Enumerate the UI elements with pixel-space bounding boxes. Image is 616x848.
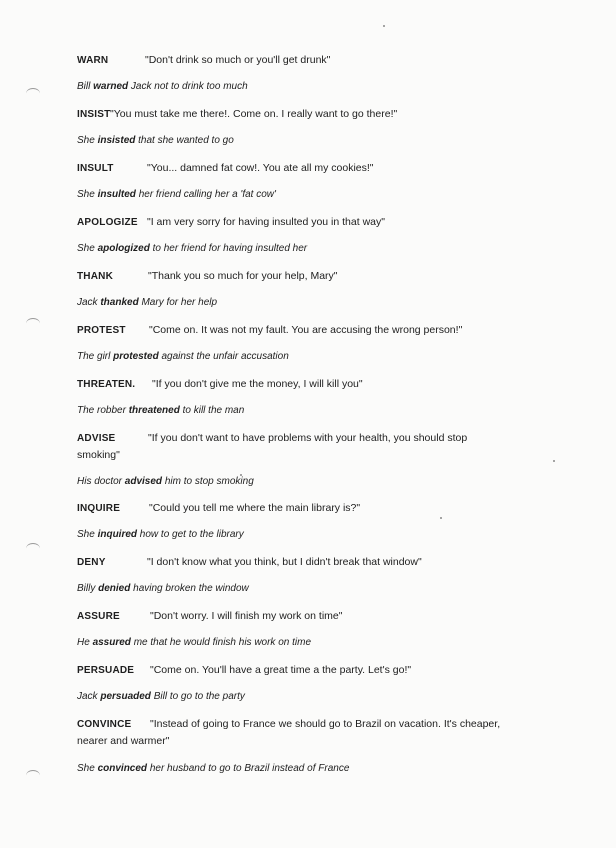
punch-hole-mark bbox=[26, 318, 40, 329]
reported-rest: him to stop smoking bbox=[162, 476, 254, 487]
reported-subject: Jack bbox=[77, 297, 101, 308]
reported-subject: She bbox=[77, 189, 98, 200]
reporting-verb: PERSUADE bbox=[77, 665, 135, 676]
reported-verb: insulted bbox=[97, 189, 136, 200]
direct-speech-quote-continued: nearer and warmer" bbox=[77, 735, 170, 747]
reported-rest: having broken the window bbox=[130, 583, 249, 594]
direct-speech-quote: "You... damned fat cow!. You ate all my cookies!" bbox=[147, 162, 374, 174]
reported-verb: assured bbox=[92, 637, 131, 648]
direct-speech-quote: "Could you tell me where the main library is?" bbox=[149, 502, 361, 514]
reporting-verb: THREATEN. bbox=[77, 379, 136, 390]
direct-speech-quote-continued: smoking" bbox=[77, 449, 120, 461]
reported-subject: His doctor bbox=[77, 476, 125, 487]
reported-verb: advised bbox=[124, 476, 163, 487]
reported-speech-sentence bbox=[77, 405, 244, 416]
scan-speck bbox=[440, 517, 442, 519]
reported-verb: convinced bbox=[97, 763, 148, 774]
reported-rest: to her friend for having insulted her bbox=[149, 243, 308, 254]
reported-subject: She bbox=[77, 529, 98, 540]
direct-speech-quote: "Instead of going to France we should go to Brazil on vacation. It's cheaper, bbox=[150, 718, 501, 730]
entry-verb-line bbox=[77, 378, 363, 390]
reporting-verb: ASSURE bbox=[77, 611, 120, 622]
direct-speech-quote: "If you don't give me the money, I will kill you" bbox=[152, 378, 363, 390]
direct-speech-quote: "Thank you so much for your help, Mary" bbox=[148, 270, 338, 282]
entry-verb-line bbox=[77, 432, 468, 444]
entry-verb-line bbox=[77, 556, 422, 568]
reporting-verb: APOLOGIZE bbox=[77, 217, 138, 228]
direct-speech-quote: "I am very sorry for having insulted you in that way" bbox=[147, 216, 385, 228]
reporting-verb: INQUIRE bbox=[77, 503, 121, 514]
reporting-verb: THANK bbox=[77, 271, 113, 282]
direct-speech-quote: "Come on. It was not my fault. You are accusing the wrong person!" bbox=[149, 324, 463, 336]
reported-rest: Mary for her help bbox=[138, 297, 218, 308]
reported-subject: Bill bbox=[77, 81, 94, 92]
entry-verb-line bbox=[77, 718, 501, 730]
reported-rest: me that he would finish his work on time bbox=[130, 637, 312, 648]
direct-speech-quote: "Come on. You'll have a great time a the party. Let's go!" bbox=[150, 664, 412, 676]
reported-speech-sentence bbox=[77, 297, 217, 308]
direct-speech-quote: "If you don't want to have problems with your health, you should stop bbox=[148, 432, 468, 444]
direct-speech-quote: "Don't worry. I will finish my work on time" bbox=[150, 610, 343, 622]
reported-speech-sentence bbox=[77, 476, 254, 487]
reported-speech-sentence bbox=[77, 243, 307, 254]
scan-speck bbox=[383, 25, 385, 27]
reporting-verb: PROTEST bbox=[77, 325, 126, 336]
punch-hole-mark bbox=[26, 88, 40, 99]
reporting-verb: DENY bbox=[77, 557, 106, 568]
entry-verb-line bbox=[77, 108, 398, 120]
reported-speech-sentence bbox=[77, 81, 248, 92]
reported-verb: denied bbox=[98, 583, 131, 594]
reporting-verb: INSULT bbox=[77, 163, 114, 174]
reported-verb: apologized bbox=[97, 243, 150, 254]
reported-verb: insisted bbox=[97, 135, 136, 146]
entry-verb-line bbox=[77, 502, 361, 514]
reported-subject: She bbox=[77, 763, 98, 774]
reported-speech-sentence bbox=[77, 351, 289, 362]
reported-speech-sentence bbox=[77, 189, 276, 200]
reported-rest: to kill the man bbox=[179, 405, 245, 416]
reported-subject: She bbox=[77, 243, 98, 254]
reported-subject: Jack bbox=[77, 691, 101, 702]
punch-hole-mark bbox=[26, 543, 40, 554]
reported-verb: protested bbox=[113, 351, 159, 362]
reported-verb: threatened bbox=[128, 405, 180, 416]
reported-speech-sentence bbox=[77, 637, 311, 648]
reported-rest: her husband to go to Brazil instead of France bbox=[147, 763, 350, 774]
entry-verb-line bbox=[77, 162, 374, 174]
reported-rest: Jack not to drink too much bbox=[128, 81, 248, 92]
reported-subject: He bbox=[77, 637, 93, 648]
entry-verb-line bbox=[77, 216, 385, 228]
reported-speech-sentence bbox=[77, 691, 245, 702]
reported-verb: persuaded bbox=[100, 691, 151, 702]
reporting-verb: INSIST bbox=[77, 109, 111, 120]
direct-speech-quote: "I don't know what you think, but I didn't break that window" bbox=[147, 556, 422, 568]
entry-verb-line bbox=[77, 664, 412, 676]
reported-speech-sentence bbox=[77, 529, 244, 540]
reported-verb: thanked bbox=[100, 297, 139, 308]
entry-verb-line bbox=[77, 610, 343, 622]
reported-speech-sentence bbox=[77, 763, 349, 774]
direct-speech-quote: "You must take me there!. Come on. I really want to go there!" bbox=[110, 108, 398, 120]
reported-verb: inquired bbox=[97, 529, 138, 540]
reported-subject: Billy bbox=[77, 583, 99, 594]
reported-speech-sentence bbox=[77, 135, 234, 146]
entry-verb-line bbox=[77, 270, 338, 282]
reported-rest: how to get to the library bbox=[137, 529, 244, 540]
reported-verb: warned bbox=[93, 81, 129, 92]
reported-speech-sentence bbox=[77, 583, 249, 594]
reported-rest: that she wanted to go bbox=[135, 135, 234, 146]
reporting-verb: CONVINCE bbox=[77, 719, 132, 730]
reported-rest: Bill to go to the party bbox=[150, 691, 245, 702]
entry-verb-line bbox=[77, 324, 463, 336]
reported-subject: The robber bbox=[77, 405, 129, 416]
direct-speech-quote: "Don't drink so much or you'll get drunk" bbox=[145, 54, 331, 66]
reported-rest: against the unfair accusation bbox=[158, 351, 289, 362]
reported-subject: She bbox=[77, 135, 98, 146]
reported-rest: her friend calling her a 'fat cow' bbox=[135, 189, 276, 200]
reporting-verb: ADVISE bbox=[77, 433, 116, 444]
reported-subject: The girl bbox=[77, 351, 114, 362]
punch-hole-mark bbox=[26, 770, 40, 781]
entry-verb-line bbox=[77, 54, 331, 66]
reporting-verb: WARN bbox=[77, 55, 109, 66]
scan-speck bbox=[553, 460, 555, 462]
